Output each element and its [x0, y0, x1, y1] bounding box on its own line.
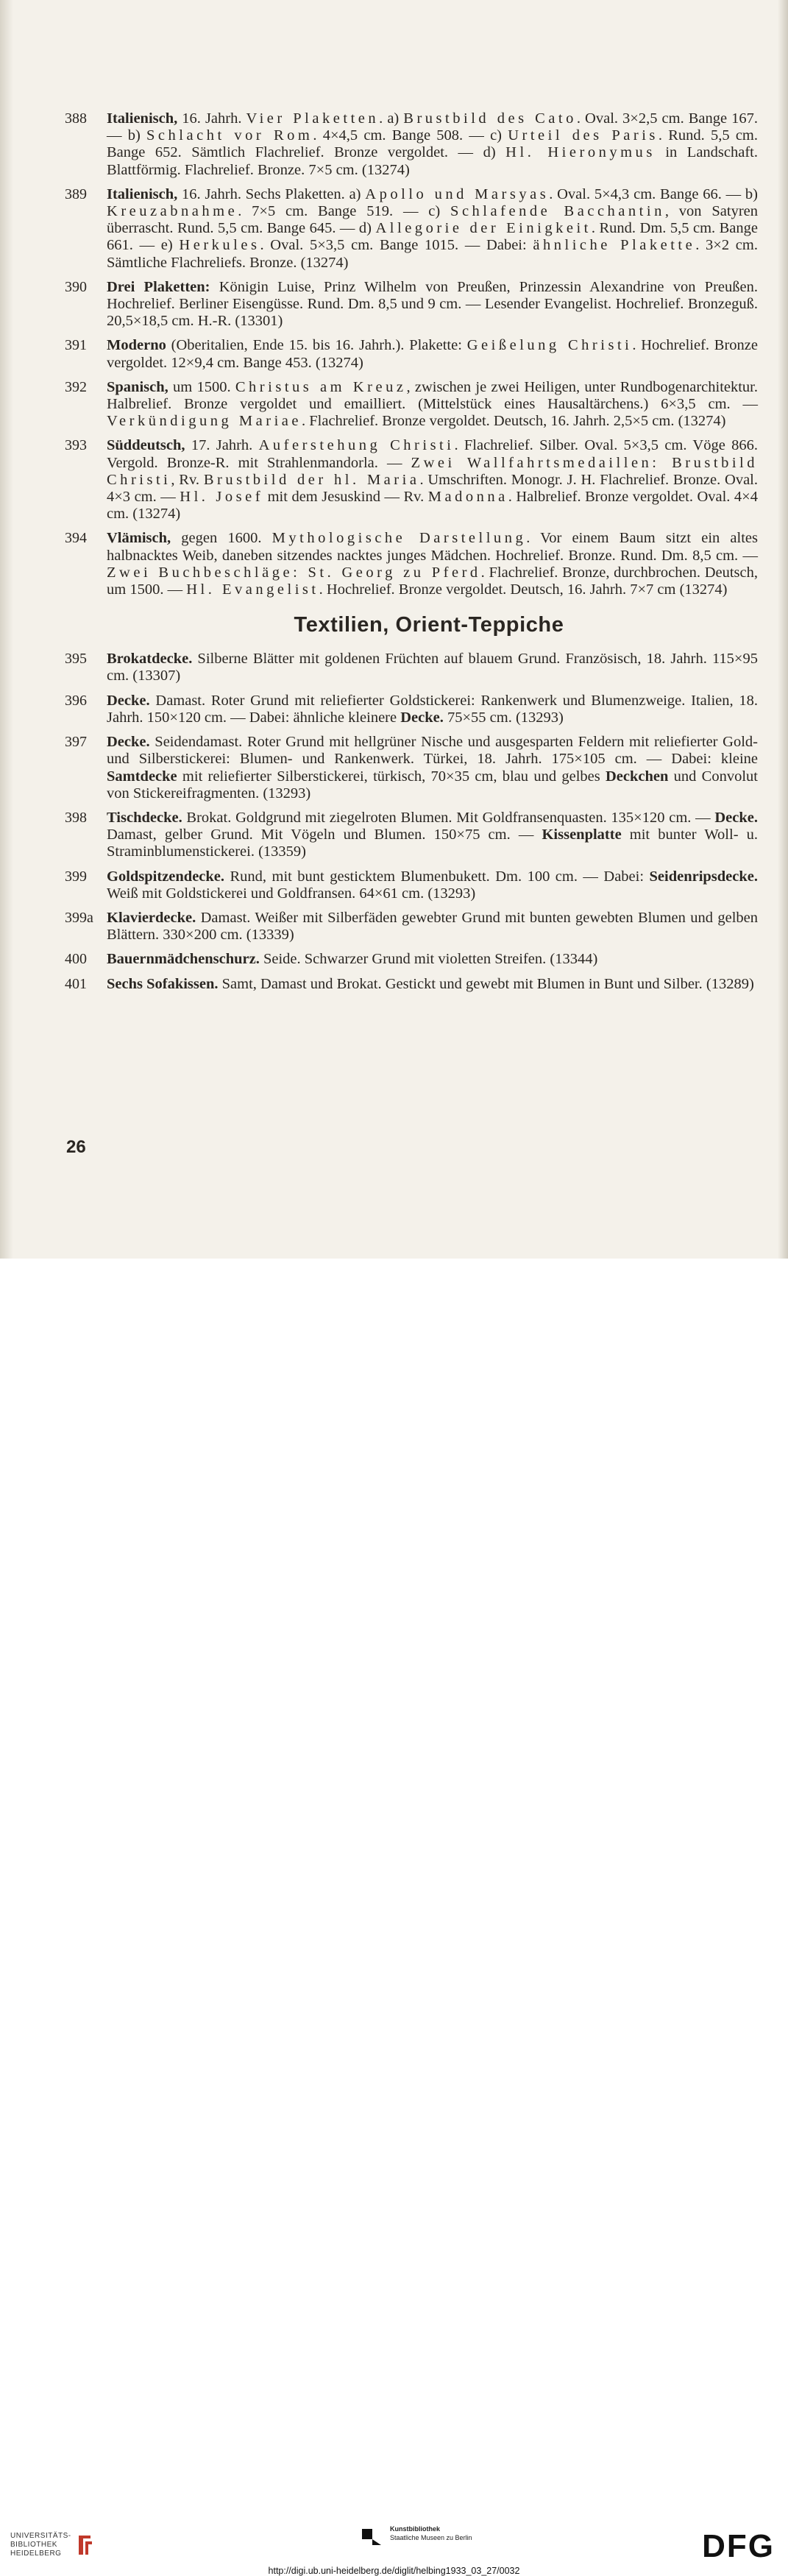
entry-text-part: , zwischen je zwei Heiligen, unter Rundbogenarchitektur. Halbrelief. Bronze vergoldet und emailliert. (Mittelstück eines Hausaltärchens.) 6×3,5 cm. —	[107, 378, 759, 413]
entry-title: Süddeutsch,	[107, 437, 185, 454]
entry-text	[107, 186, 758, 271]
entry-spaced-title: Verkündigung Mariae	[107, 413, 302, 430]
entry-number: 399	[65, 868, 87, 885]
entry-spaced-title: Geißelung Christi	[466, 337, 633, 354]
entry-title: Deckchen	[605, 768, 669, 785]
entry-spaced-title: Brustbild des Cato	[403, 110, 577, 127]
catalog-entry	[65, 651, 758, 684]
viewer-footer	[0, 1259, 788, 2576]
entry-spaced-title: Brustbild der hl. Maria	[203, 471, 420, 488]
entry-spaced-title: Zwei Wallfahrtsmedaillen: Brustbild Christi	[107, 454, 759, 488]
catalog-entry	[65, 186, 758, 272]
entry-text-part: in Landschaft. Blattförmig. Flachrelief. Bronze. 7×5 cm. (13274)	[107, 144, 758, 178]
entry-title: Italienisch,	[107, 110, 178, 127]
entry-number: 388	[65, 110, 87, 127]
kunstbibliothek-name: Kunstbibliothek	[390, 2525, 440, 2533]
entry-text	[107, 910, 758, 943]
entry-text-part: Seidendamast. Roter Grund mit hellgrüner Nische und ausgesparten Feldern mit reliefierter Gold- und Silberstickerei: Blumen- und Rankenwerk. Türkei, 18. Jahrh. 175×105 cm. — Dabei: kleine	[107, 734, 758, 768]
entry-text-part: . Flachrelief. Bronze vergoldet. Deutsch, 16. Jahrh. 2,5×5 cm. (13274)	[302, 413, 726, 430]
entry-text-part: Damast, gelber Grund. Mit Vögeln und Blumen. 150×75 cm. —	[107, 827, 542, 843]
catalog-entry	[65, 693, 758, 726]
entry-number: 399a	[65, 909, 93, 926]
entry-text	[107, 976, 754, 992]
entry-text-part: 16. Jahrh. Sechs Plaketten. a)	[177, 185, 366, 202]
catalog-entry	[65, 910, 758, 944]
catalog-entry	[65, 810, 758, 861]
entry-text-part: . Umschriften. Monogr. J. H. Flachrelief. Bronze. Oval. 4×3 cm. —	[107, 471, 759, 506]
entry-text-part: . Rund. 5,5 cm. Bange 652. Sämtlich Flachrelief. Bronze vergoldet. — d)	[107, 127, 759, 161]
source-url[interactable]: http://digi.ub.uni-heidelberg.de/diglit/helbing1933_03_27/0032	[268, 2566, 520, 2576]
catalog-entry	[65, 437, 758, 523]
entry-text	[107, 530, 758, 598]
entry-number: 391	[65, 337, 87, 354]
page-edge-right	[778, 0, 788, 1259]
uni-line-3: HEIDELBERG	[10, 2550, 62, 2558]
entry-text-part: . Oval. 5×4,3 cm. Bange 66. — b)	[549, 185, 758, 202]
entry-title: Seidenripsdecke.	[649, 868, 758, 885]
entries-textilien	[65, 651, 758, 992]
scanned-page	[0, 0, 788, 1259]
entry-spaced-title: Herkules	[179, 237, 260, 254]
entry-text	[107, 868, 758, 902]
catalog-entry	[65, 337, 758, 371]
entry-text-part: . 7×5 cm. Bange 519. — c)	[238, 203, 451, 220]
university-library-name	[10, 2532, 71, 2558]
uni-line-2: BIBLIOTHEK	[10, 2541, 57, 2549]
entry-spaced-title: Madonna	[427, 489, 508, 506]
catalog-content	[65, 110, 758, 1000]
entry-text	[107, 651, 758, 684]
section-heading: Textilien, Orient-Teppiche	[294, 613, 564, 637]
entry-text	[107, 279, 758, 329]
entry-title: Moderno	[107, 337, 166, 354]
entry-spaced-title: Hl. Josef	[180, 489, 264, 506]
catalog-entry	[65, 976, 758, 993]
entry-number: 396	[65, 692, 87, 709]
entry-text-part: 17. Jahrh.	[185, 437, 259, 454]
entry-number: 395	[65, 651, 87, 668]
kunstbibliothek-logo[interactable]	[361, 2524, 472, 2547]
entry-text	[107, 110, 758, 178]
entry-text-part: Damast. Roter Grund mit reliefierter Goldstickerei: Rankenwerk und Blumenzweige. Italien, 18. Jahrh. 150×120 cm. — Dabei: ähnliche kleinere	[107, 692, 758, 726]
entry-text-part: . Flachrelief. Silber. Oval. 5×3,5 cm. Vöge 866. Vergold. Bronze-R. mit Strahlenmandorla. —	[107, 437, 758, 471]
entry-spaced-title: Vier Plaketten	[246, 110, 380, 127]
entry-text-part: Königin Luise, Prinz Wilhelm von Preußen, Prinzessin Alexandrine von Preußen. Hochrelief. Berliner Eisengüsse. Rund. Dm. 8,5 und 9 cm. — Lesender Evangelist. Hochrelief. Bronzeguß. 20,5×18,5 cm. H.-R. (13301)	[107, 278, 758, 330]
entry-title: Decke.	[400, 709, 444, 726]
entry-number: 393	[65, 437, 87, 454]
entry-text-part: . Oval. 3×2,5 cm. Bange 167. — b)	[107, 110, 758, 144]
entry-text	[107, 734, 758, 802]
entry-spaced-title: Urteil des Paris	[508, 127, 659, 144]
entry-number: 390	[65, 278, 87, 295]
entry-text-part: mit dem Jesuskind — Rv.	[263, 489, 428, 506]
entry-spaced-title: ähnliche Plakette	[533, 237, 696, 254]
uni-line-1: UNIVERSITÄTS-	[10, 2532, 71, 2540]
entry-text-part: , Rv.	[171, 471, 204, 488]
entry-text	[107, 693, 758, 726]
entry-text	[107, 337, 758, 370]
entry-text-part: . Oval. 5×3,5 cm. Bange 1015. — Dabei:	[260, 237, 533, 254]
entry-text-part: Seide. Schwarzer Grund mit violetten Streifen. (13344)	[259, 951, 598, 968]
entry-text-part: Brokat. Goldgrund mit ziegelroten Blumen. Mit Goldfransenquasten. 135×120 cm. —	[182, 809, 715, 826]
entry-spaced-title: Schlafende Bacchantin	[450, 203, 665, 220]
entry-title: Klavierdecke.	[107, 909, 196, 926]
entry-spaced-title: Zwei Buchbeschläge: St. Georg zu Pferd	[107, 564, 481, 581]
entry-text-part: . Rund. Dm. 5,5 cm. Bange 661. — e)	[107, 220, 758, 254]
entry-text-part: Rund, mit bunt gesticktem Blumenbukett. Dm. 100 cm. — Dabei:	[224, 868, 650, 885]
entry-title: Vlämisch,	[107, 530, 171, 547]
catalog-entry	[65, 868, 758, 902]
entry-title: Tischdecke.	[107, 809, 182, 826]
entry-text-part: (Oberitalien, Ende 15. bis 16. Jahrh.). Plakette:	[166, 337, 467, 354]
page-number: 26	[66, 1137, 86, 1157]
entry-spaced-title: Auferstehung Christi	[258, 437, 455, 454]
entry-number: 398	[65, 809, 87, 826]
entry-number: 392	[65, 378, 87, 395]
entry-text-part: Silberne Blätter mit goldenen Früchten auf blauem Grund. Französisch, 18. Jahrh. 115×95 cm. (13307)	[107, 651, 758, 684]
entry-title: Sechs Sofakissen.	[107, 975, 219, 992]
entry-spaced-title: Allegorie der Einigkeit	[375, 220, 592, 237]
entry-text-part: und Convolut von Stickereifragmenten. (13293)	[107, 768, 758, 802]
entry-text-part: . Halbrelief. Bronze vergoldet. Oval. 4×4 cm. (13274)	[107, 489, 758, 523]
kunstbibliothek-emblem-icon	[361, 2524, 383, 2547]
entry-title: Decke.	[107, 692, 150, 709]
entry-text-part: Samt, Damast und Brokat. Gestickt und gewebt mit Blumen in Bunt und Silber. (13289)	[218, 975, 754, 992]
entry-text-part: 16. Jahrh.	[177, 110, 246, 127]
entry-text-part: Weiß mit Goldstickerei und Goldfransen. 64×61 cm. (13293)	[107, 885, 476, 902]
entry-title: Italienisch,	[107, 185, 178, 202]
catalog-entry	[65, 951, 758, 968]
entry-text	[107, 951, 597, 967]
entry-spaced-title: Hl. Evangelist	[186, 581, 319, 598]
university-emblem-icon	[76, 2533, 95, 2558]
entry-text-part: Damast. Weißer mit Silberfäden gewebter Grund mit bunten gewebten Blumen und gelben Blättern. 330×200 cm. (13339)	[107, 909, 758, 944]
entry-number: 389	[65, 185, 87, 202]
entry-title: Samtdecke	[107, 768, 177, 785]
entry-number: 397	[65, 734, 87, 751]
catalog-entry	[65, 530, 758, 598]
entry-number: 400	[65, 951, 87, 968]
entries-plaketten	[65, 110, 758, 598]
entry-title: Drei Plaketten:	[107, 278, 210, 295]
entry-text-part: gegen 1600.	[171, 530, 272, 547]
kunstbibliothek-subtitle: Staatliche Museen zu Berlin	[390, 2534, 472, 2541]
entry-text-part: , von Satyren überrascht. Rund. 5,5 cm. Bange 645. — d)	[107, 203, 759, 237]
entry-title: Decke.	[107, 734, 150, 751]
entry-text-part: mit reliefierter Silberstickerei, türkisch, 70×35 cm, blau und gelbes	[177, 768, 606, 785]
entry-text-part: 75×55 cm. (13293)	[443, 709, 564, 726]
catalog-entry	[65, 379, 758, 431]
entry-text-part: . 3×2 cm. Sämtliche Flachreliefs. Bronze. (13274)	[107, 237, 758, 271]
entry-title: Spanisch,	[107, 378, 168, 395]
entry-text	[107, 379, 758, 429]
dfg-logo[interactable]: DFG	[702, 2528, 775, 2564]
entry-text	[107, 437, 758, 522]
entry-title: Bauernmädchenschurz.	[107, 951, 260, 968]
entry-number: 394	[65, 530, 87, 547]
entry-text-part: . a)	[379, 110, 404, 127]
entry-spaced-title: Kreuzabnahme	[107, 203, 238, 220]
entry-text-part: mit bunter Woll- u. Straminblumenstickerei. (13359)	[107, 827, 759, 860]
entry-text-part: . 4×4,5 cm. Bange 508. — c)	[313, 127, 508, 144]
entry-text	[107, 810, 758, 860]
entry-text-part: . Hochrelief. Bronze vergoldet. Deutsch, 16. Jahrh. 7×7 cm (13274)	[319, 581, 728, 598]
catalog-entry	[65, 734, 758, 802]
entry-text-part: um 1500.	[168, 378, 235, 395]
catalog-entry	[65, 279, 758, 330]
entry-spaced-title: Mythologische Darstellung	[271, 530, 527, 547]
entry-title: Kissenplatte	[542, 827, 622, 843]
entry-title: Brokatdecke.	[107, 651, 193, 668]
page-edge-left	[0, 0, 13, 1259]
university-library-logo[interactable]	[10, 2532, 95, 2558]
entry-spaced-title: Hl. Hieronymus	[505, 144, 656, 161]
entry-text-part: . Vor einem Baum sitzt ein altes halbnacktes Weib, daneben sitzendes nacktes junges Mädchen. Hochrelief. Bronze. Rund. Dm. 8,5 cm. —	[107, 530, 758, 564]
entry-spaced-title: Schlacht vor Rom	[146, 127, 313, 144]
catalog-entry	[65, 110, 758, 179]
entry-text-part: . Hochrelief. Bronze vergoldet. 12×9,4 cm. Bange 453. (13274)	[107, 337, 758, 371]
entry-number: 401	[65, 975, 87, 992]
entry-spaced-title: Apollo und Marsyas	[365, 185, 550, 202]
entry-title: Goldspitzendecke.	[107, 868, 225, 885]
entry-title: Decke.	[714, 809, 758, 826]
entry-spaced-title: Christus am Kreuz	[235, 378, 407, 395]
entry-text-part: . Flachrelief. Bronze, durchbrochen. Deutsch, um 1500. —	[107, 564, 758, 598]
